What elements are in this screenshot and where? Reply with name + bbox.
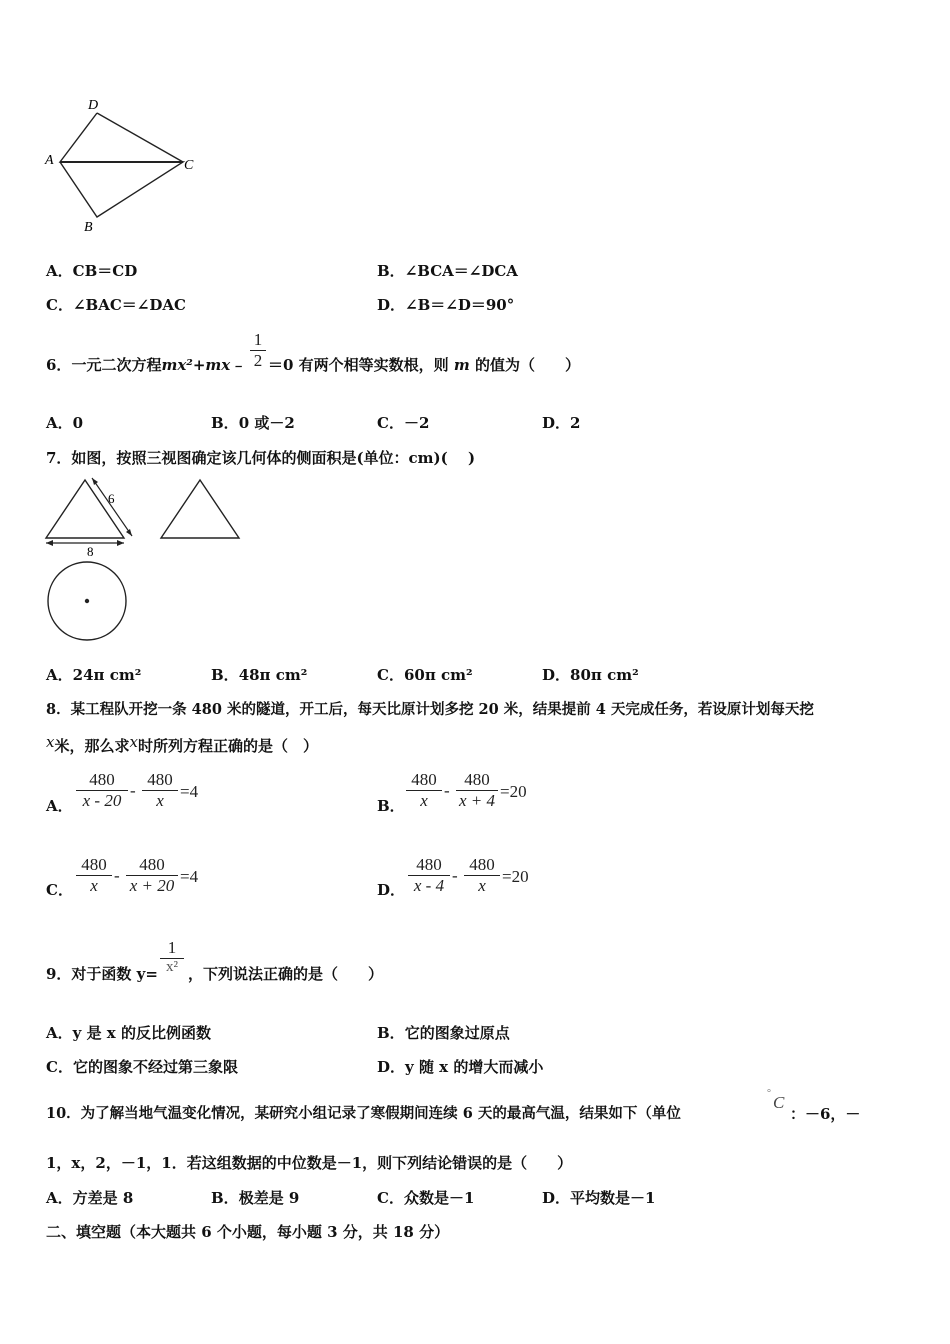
q7-question: 7．如图，按照三视图确定该几何体的侧面积是(单位：cm)( ) xyxy=(46,449,476,467)
label-b: B xyxy=(84,220,93,235)
q10-question-line1-tail: ：－6，－ xyxy=(790,1105,861,1123)
base-arrow-right xyxy=(117,540,124,546)
q8-a-minus: - xyxy=(130,781,136,800)
q10-unit-celsius: C xyxy=(773,1093,785,1112)
top-view-center-dot xyxy=(85,599,89,603)
q5-option-b: B．∠BCA＝∠DCA xyxy=(377,262,518,280)
q8-a-rhs: =4 xyxy=(180,782,199,801)
q9-question-end: ，下列说法正确的是（ ） xyxy=(188,965,384,983)
q10-question-line2: 1，x，2，－1，1．若这组数据的中位数是－1，则下列结论错误的是（ ） xyxy=(46,1154,573,1172)
label-a: A xyxy=(45,153,54,168)
kite-outline xyxy=(60,113,183,217)
slant-dimension-line xyxy=(92,478,132,536)
q7-option-a: A．24π cm² xyxy=(46,666,142,684)
q8-c-fraction-1: $\frac{480}{x}$ xyxy=(76,855,112,896)
slant-arrow-top xyxy=(92,478,98,485)
q8-option-a-letter: A． xyxy=(46,797,73,815)
slant-dimension-label: 6 xyxy=(108,491,115,506)
q9-question-start: 9．对于函数 y= xyxy=(46,965,158,983)
kite-figure xyxy=(40,95,210,240)
q8-b-minus: - xyxy=(444,781,450,800)
side-view-triangle xyxy=(161,480,239,538)
q8-c-fraction-2: $\frac{480}{x + 20}$ xyxy=(126,855,178,896)
q8-c-minus: - xyxy=(114,866,120,885)
q8-d-rhs: =20 xyxy=(502,867,529,886)
q5-option-c: C．∠BAC＝∠DAC xyxy=(46,296,186,314)
q8-b-fraction-2: $\frac{480}{x + 4}$ xyxy=(456,770,498,811)
q10-option-c: C．众数是－1 xyxy=(377,1189,475,1207)
q10-option-d: D．平均数是－1 xyxy=(542,1189,656,1207)
q6-question-start: 6．一元二次方程mx²+mx﹣ xyxy=(46,356,246,374)
q8-option-b-letter: B． xyxy=(377,797,405,815)
q7-option-c: C．60π cm² xyxy=(377,666,473,684)
q8-d-minus: - xyxy=(452,866,458,885)
q9-option-a: A．y 是 x 的反比例函数 xyxy=(46,1024,211,1042)
slant-arrow-bottom xyxy=(126,529,132,536)
front-view-triangle xyxy=(46,480,124,538)
q6-fraction: $\frac{1}{2}$ xyxy=(250,330,266,371)
q9-fraction: $\frac{1}{\text{x²}}$ xyxy=(160,938,184,976)
q10-question-line1: 10．为了解当地气温变化情况，某研究小组记录了寒假期间连续 6 天的最高气温，结果如下（单位 xyxy=(46,1105,681,1122)
three-view-figure xyxy=(40,474,250,644)
q10-unit-degree: ° xyxy=(767,1088,771,1099)
base-dimension-label: 8 xyxy=(87,544,94,559)
q9-option-c: C．它的图象不经过第三象限 xyxy=(46,1058,238,1076)
q6-option-c: C．－2 xyxy=(377,414,430,432)
q8-option-d-letter: D． xyxy=(377,881,406,899)
q5-option-d: D．∠B＝∠D＝90° xyxy=(377,296,515,314)
base-arrow-left xyxy=(46,540,53,546)
q6-question-end: ＝0 有两个相等实数根，则 m 的值为（ ） xyxy=(268,356,581,374)
q8-d-fraction-1: $\frac{480}{x - 4}$ xyxy=(408,855,450,896)
q8-a-fraction-1: $\frac{480}{x - 20}$ xyxy=(76,770,128,811)
q10-option-b: B．极差是 9 xyxy=(211,1189,300,1207)
label-c: C xyxy=(184,158,194,173)
q8-d-fraction-2: $\frac{480}{x}$ xyxy=(464,855,500,896)
diagonal-dc xyxy=(97,113,183,162)
q8-b-fraction-1: $\frac{480}{x}$ xyxy=(406,770,442,811)
q8-question-line1: 8．某工程队开挖一条 480 米的隧道，开工后，每天比原计划多挖 20 米，结果提前 4 天完成任务，若设原计划每天挖 xyxy=(46,701,814,718)
q9-option-d: D．y 随 x 的增大而减小 xyxy=(377,1058,544,1076)
section-2-heading: 二、填空题（本大题共 6 个小题，每小题 3 分，共 18 分） xyxy=(46,1223,450,1241)
q6-option-b: B．0 或－2 xyxy=(211,414,295,432)
q6-option-d: D．2 xyxy=(542,414,581,432)
q9-option-b: B．它的图象过原点 xyxy=(377,1024,510,1042)
q8-a-fraction-2: $\frac{480}{x}$ xyxy=(142,770,178,811)
q5-option-a: A．CB＝CD xyxy=(46,262,138,280)
q7-option-d: D．80π cm² xyxy=(542,666,639,684)
q8-b-rhs: =20 xyxy=(500,782,527,801)
q8-question-line2: x米，那么求x时所列方程正确的是（ ） xyxy=(46,733,318,755)
q6-option-a: A．0 xyxy=(46,414,84,432)
q7-option-b: B．48π cm² xyxy=(211,666,308,684)
label-d: D xyxy=(88,98,99,113)
q8-option-c-letter: C． xyxy=(46,881,73,899)
q8-c-rhs: =4 xyxy=(180,867,199,886)
q10-option-a: A．方差是 8 xyxy=(46,1189,134,1207)
